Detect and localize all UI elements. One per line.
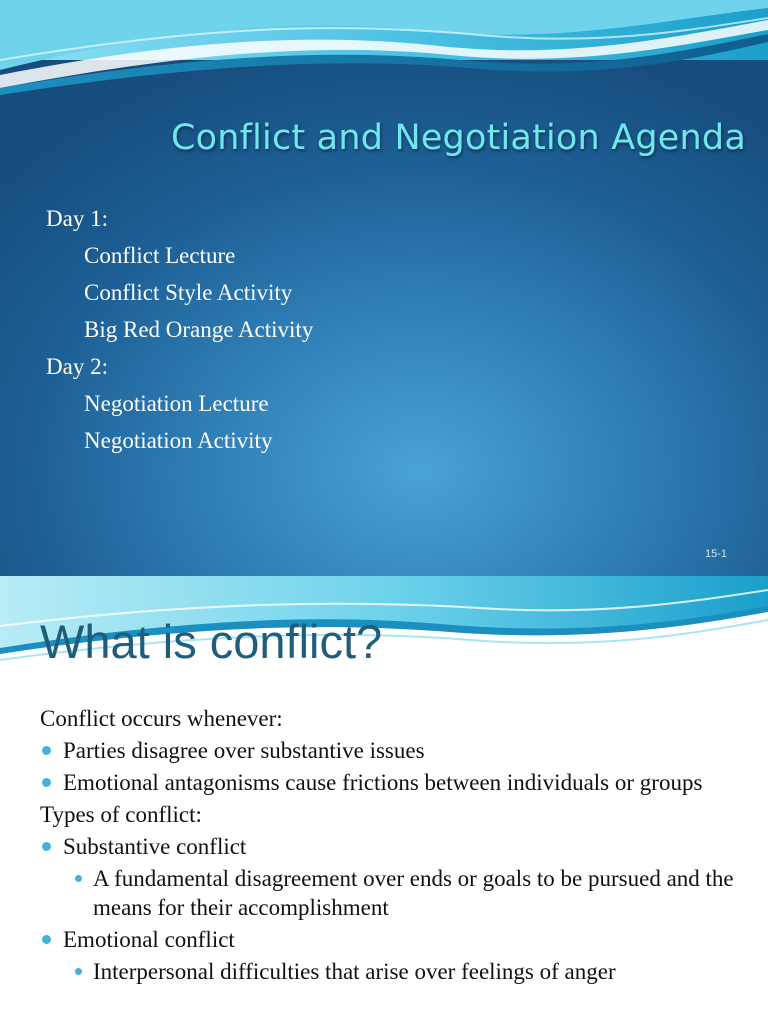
bullet-dot-icon — [42, 746, 51, 755]
agenda-item: Negotiation Lecture — [84, 391, 269, 416]
agenda-list — [46, 200, 313, 459]
intro-text: Conflict occurs whenever: — [40, 706, 283, 731]
list-item — [40, 832, 740, 861]
what-is-conflict-slide — [0, 576, 768, 1024]
bullet-dot-icon — [42, 842, 51, 851]
bullet-dot-icon — [75, 875, 82, 882]
agenda-item: Big Red Orange Activity — [84, 317, 314, 342]
slide-body — [40, 704, 740, 989]
list-item-text: Emotional antagonisms cause frictions between individuals or groups — [63, 770, 703, 795]
slide-number: 15-1 — [705, 548, 728, 560]
list-item-text: Interpersonal difficulties that arise over feelings of anger — [93, 959, 616, 984]
list-item — [40, 925, 740, 954]
decorative-wave-banner — [0, 0, 768, 110]
slide-title: Conflict and Negotiation Agenda — [170, 118, 746, 158]
list-item — [40, 736, 740, 765]
sub-list-item — [40, 864, 740, 922]
list-item-text: Substantive conflict — [63, 834, 247, 859]
list-item-text: Emotional conflict — [63, 927, 235, 952]
agenda-day-label: Day 1: — [46, 206, 108, 231]
bullet-dot-icon — [42, 935, 51, 944]
agenda-item: Conflict Style Activity — [84, 280, 293, 305]
sub-list-item — [40, 957, 740, 986]
agenda-item: Conflict Lecture — [84, 243, 236, 268]
types-heading: Types of conflict: — [40, 802, 202, 827]
bullet-dot-icon — [42, 778, 51, 787]
slide-title: What is conflict? — [40, 615, 383, 668]
list-item-text: A fundamental disagreement over ends or goals to be pursued and the means for their accomplishment — [93, 866, 734, 920]
list-item-text: Parties disagree over substantive issues — [63, 738, 425, 763]
bullet-dot-icon — [75, 968, 82, 975]
agenda-day-label: Day 2: — [46, 354, 108, 379]
agenda-item: Negotiation Activity — [84, 428, 273, 453]
list-item — [40, 768, 740, 797]
